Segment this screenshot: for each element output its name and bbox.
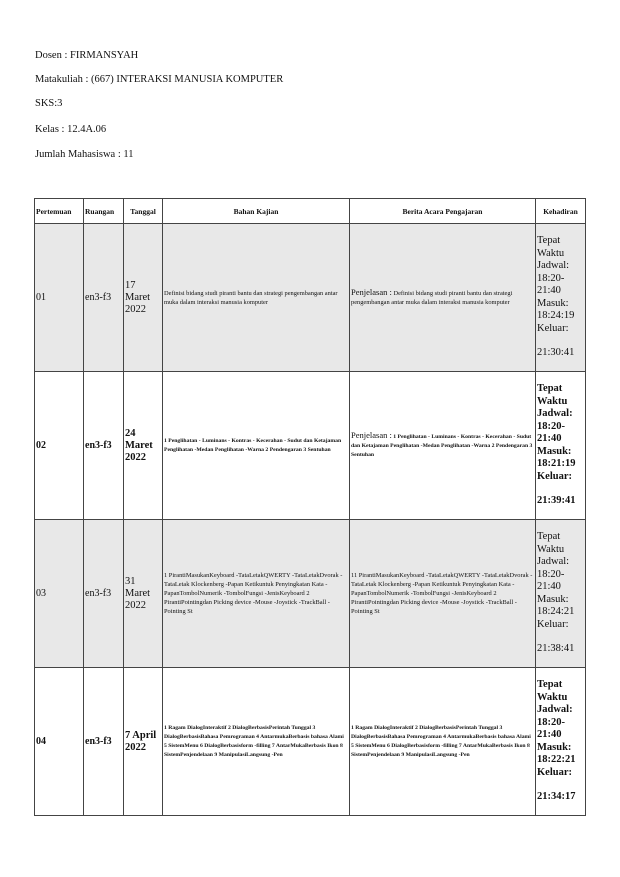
room: en3-f3: [84, 668, 124, 816]
meeting-date: 31 Maret 2022: [124, 520, 163, 668]
attendance-info: Tepat Waktu Jadwal: 18:20- 21:40 Masuk: 18:24:21 Keluar: 21:38:41: [536, 520, 586, 668]
teaching-report: Penjelasan : 1 Penglihatan - Luminans - Kontras - Kecerahan - Sudut dan Ketajaman Penglihatan -Medan Penglihatan -Warna 2 Pendengaran 3 Sentuhan: [350, 372, 536, 520]
room: en3-f3: [84, 520, 124, 668]
room: en3-f3: [84, 224, 124, 372]
meeting-date: 7 April 2022: [124, 668, 163, 816]
col-header-kehadiran: Kehadiran: [536, 199, 586, 224]
table-row: [35, 224, 586, 372]
meeting-number: 04: [35, 668, 84, 816]
study-material: 1 Penglihatan - Luminans - Kontras - Kecerahan - Sudut dan Ketajaman Penglihatan -Medan Penglihatan -Warna 2 Pendengaran 3 Sentuhan: [163, 372, 350, 520]
attendance-info: Tepat Waktu Jadwal: 18:20- 21:40 Masuk: 18:21:19 Keluar: 21:39:41: [536, 372, 586, 520]
credit-units: SKS:3: [35, 98, 63, 109]
table-header-row: [35, 199, 586, 224]
study-material: 1 Ragam DialogInteraktif 2 DialogBerbasisPerintah Tunggal 3 DialogBerbasisBahasa Pemrograman 4 AntarmukaBerbasis bahasa Alami 5 SistemMenu 6 DialogBerbasisform -filling 7 AntarMukaBerbasis Ikon 8 SistemPenjendelaan 9 ManipulasiLangsung -Pen: [163, 668, 350, 816]
teaching-report: Penjelasan : Definisi bidang studi piranti bantu dan strategi pengembangan antar muka dalam interaksi manusia komputer: [350, 224, 536, 372]
meeting-date: 17 Maret 2022: [124, 224, 163, 372]
meeting-date: 24 Maret 2022: [124, 372, 163, 520]
col-header-tanggal: Tanggal: [124, 199, 163, 224]
col-header-pertemuan: Pertemuan: [35, 199, 84, 224]
study-material: Definisi bidang studi piranti bantu dan strategi pengembangan antar muka dalam interaksi manusia komputer: [163, 224, 350, 372]
meeting-number: 03: [35, 520, 84, 668]
lecturer-name: Dosen : FIRMANSYAH: [35, 50, 139, 61]
table-row: [35, 520, 586, 668]
class-code: Kelas : 12.4A.06: [35, 124, 107, 135]
attendance-info: Tepat Waktu Jadwal: 18:20- 21:40 Masuk: 18:22:21 Keluar: 21:34:17: [536, 668, 586, 816]
col-header-ruangan: Ruangan: [84, 199, 124, 224]
col-header-bahan-kajian: Bahan Kajian: [163, 199, 350, 224]
teaching-report: 1 Ragam DialogInteraktif 2 DialogBerbasisPerintah Tunggal 3 DialogBerbasisBahasa Pemrograman 4 AntarmukaBerbasis bahasa Alami 5 SistemMenu 6 DialogBerbasisform -filling 7 AntarMukaBerbasis Ikon 8 SistemPenjendelaan 9 ManipulasiLangsung -Pen: [350, 668, 536, 816]
meeting-number: 01: [35, 224, 84, 372]
course-name: Matakuliah : (667) INTERAKSI MANUSIA KOMPUTER: [35, 74, 284, 85]
study-material: 1 PirantiMasukanKeyboard -TataLetakQWERTY -TataLetakDvorak -TataLetak Klockenberg -Papan Ketikuntuk Penyingkatan Kata -PapanTombolNumerik -TombolFungsi -JenisKeyboard 2 PirantiPointingdan Picking device -Mouse -Joystick -TrackBall -Pointing St: [163, 520, 350, 668]
student-count: Jumlah Mahasiswa : 11: [35, 149, 134, 160]
table-row: [35, 372, 586, 520]
teaching-report: 11 PirantiMasukanKeyboard -TataLetakQWERTY -TataLetakDvorak -TataLetak Klockenberg -Papan Ketikuntuk Penyingkatan Kata -PapanTombolNumerik -TombolFungsi -JenisKeyboard 2 PirantiPointingdan Picking device -Mouse -Joystick -TrackBall -Pointing St: [350, 520, 536, 668]
col-header-berita-acara: Berita Acara Pengajaran: [350, 199, 536, 224]
attendance-info: Tepat Waktu Jadwal: 18:20- 21:40 Masuk: 18:24:19 Keluar: 21:30:41: [536, 224, 586, 372]
room: en3-f3: [84, 372, 124, 520]
attendance-table: [34, 198, 586, 816]
table-row: [35, 668, 586, 816]
meeting-number: 02: [35, 372, 84, 520]
